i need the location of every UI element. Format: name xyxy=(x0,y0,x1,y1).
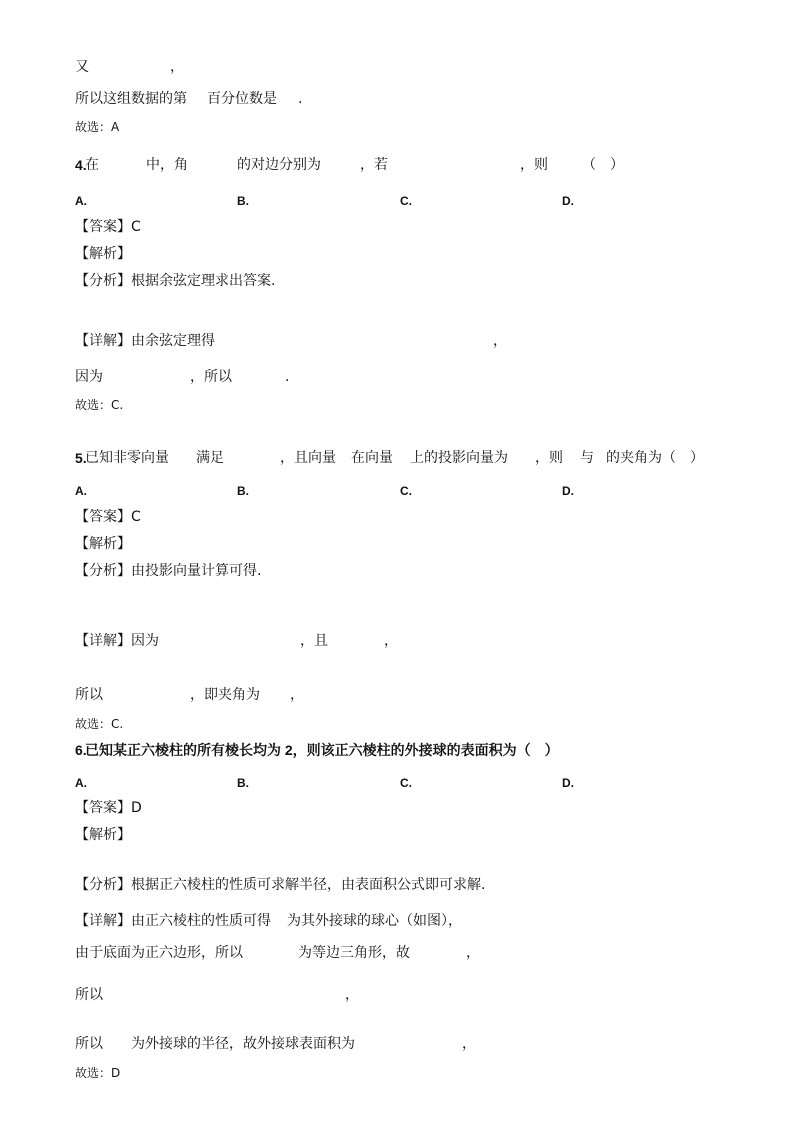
q6-text: 已知某正六棱柱的所有棱长均为 2，则该正六棱柱的外接球的表面积为（ ） xyxy=(85,742,559,758)
detail-text: 所以 xyxy=(75,987,103,1003)
punct: ， xyxy=(345,987,359,1003)
answer-choice: 故选：C. xyxy=(75,398,124,412)
punct: ， xyxy=(462,1036,476,1052)
option-d: D. xyxy=(562,776,574,790)
option-a: A. xyxy=(75,776,87,790)
q5-text: 在向量 xyxy=(351,450,393,466)
q5-text: 上的投影向量为 xyxy=(410,450,508,466)
q4-text: 在 xyxy=(85,157,99,173)
option-c: C. xyxy=(400,776,412,790)
detail-text: 【详解】因为 xyxy=(75,633,159,649)
option-b: B. xyxy=(237,194,249,208)
punct: ， xyxy=(170,59,184,75)
punct: ， xyxy=(290,687,304,703)
option-b: B. xyxy=(237,484,249,498)
detail-text: 为外接球的半径，故外接球表面积为 xyxy=(131,1036,355,1052)
detail-text: 所以 xyxy=(75,1036,103,1052)
analysis-label: 【解析】 xyxy=(75,536,131,552)
detail-text: ，且 xyxy=(300,633,328,649)
analysis-text: 【分析】根据正六棱柱的性质可求解半径，由表面积公式即可求解. xyxy=(75,877,486,893)
analysis-text: 【分析】根据余弦定理求出答案. xyxy=(75,273,276,289)
detail-text: ，所以 xyxy=(190,369,232,385)
q5-text: 已知非零向量 xyxy=(85,450,169,466)
option-b: B. xyxy=(237,776,249,790)
analysis-label: 【解析】 xyxy=(75,246,131,262)
punct: ， xyxy=(493,333,507,349)
analysis-label: 【解析】 xyxy=(75,827,131,843)
answer-choice: 故选：A xyxy=(75,120,120,134)
option-c: C. xyxy=(400,194,412,208)
analysis-text: 【分析】由投影向量计算可得. xyxy=(75,563,262,579)
q5-text: 满足 xyxy=(196,450,224,466)
answer-label: 【答案】D xyxy=(75,800,142,816)
punct: . xyxy=(298,91,303,107)
text-percentile-b: 百分位数是 xyxy=(207,91,277,107)
answer-label: 【答案】C xyxy=(75,219,141,235)
option-a: A. xyxy=(75,194,87,208)
detail-text: 【详解】由正六棱柱的性质可得 xyxy=(75,913,271,929)
option-d: D. xyxy=(562,194,574,208)
punct: ， xyxy=(466,945,480,961)
detail-text: 所以 xyxy=(75,687,103,703)
answer-choice: 故选：D xyxy=(75,1066,121,1080)
option-a: A. xyxy=(75,484,87,498)
detail-text: 为等边三角形，故 xyxy=(298,945,410,961)
question-number: 5. xyxy=(75,450,87,466)
q4-text: ，则 xyxy=(520,157,548,173)
answer-label: 【答案】C xyxy=(75,509,141,525)
detail-text: 【详解】由余弦定理得 xyxy=(75,333,215,349)
punct: ， xyxy=(384,633,398,649)
detail-text: ，即夹角为 xyxy=(190,687,260,703)
text-percentile: 所以这组数据的第 xyxy=(75,91,187,107)
detail-text: 因为 xyxy=(75,369,103,385)
q5-text: 与 xyxy=(580,450,594,466)
option-d: D. xyxy=(562,484,574,498)
q4-text: 中，角 xyxy=(146,157,188,173)
q4-text: （ ） xyxy=(582,157,624,173)
detail-text: 由于底面为正六边形，所以 xyxy=(75,945,243,961)
detail-text: 为其外接球的球心（如图）， xyxy=(287,913,462,929)
q5-text: ，且向量 xyxy=(280,450,336,466)
q4-text: ，若 xyxy=(360,157,388,173)
punct: . xyxy=(285,369,290,385)
q4-text: 的对边分别为 xyxy=(237,157,321,173)
question-number: 6. xyxy=(75,742,87,758)
q5-text: 的夹角为（ ） xyxy=(606,450,704,466)
answer-choice: 故选：C. xyxy=(75,717,124,731)
text-you: 又 xyxy=(75,59,89,75)
option-c: C. xyxy=(400,484,412,498)
q5-text: ，则 xyxy=(535,450,563,466)
question-number: 4. xyxy=(75,157,87,173)
